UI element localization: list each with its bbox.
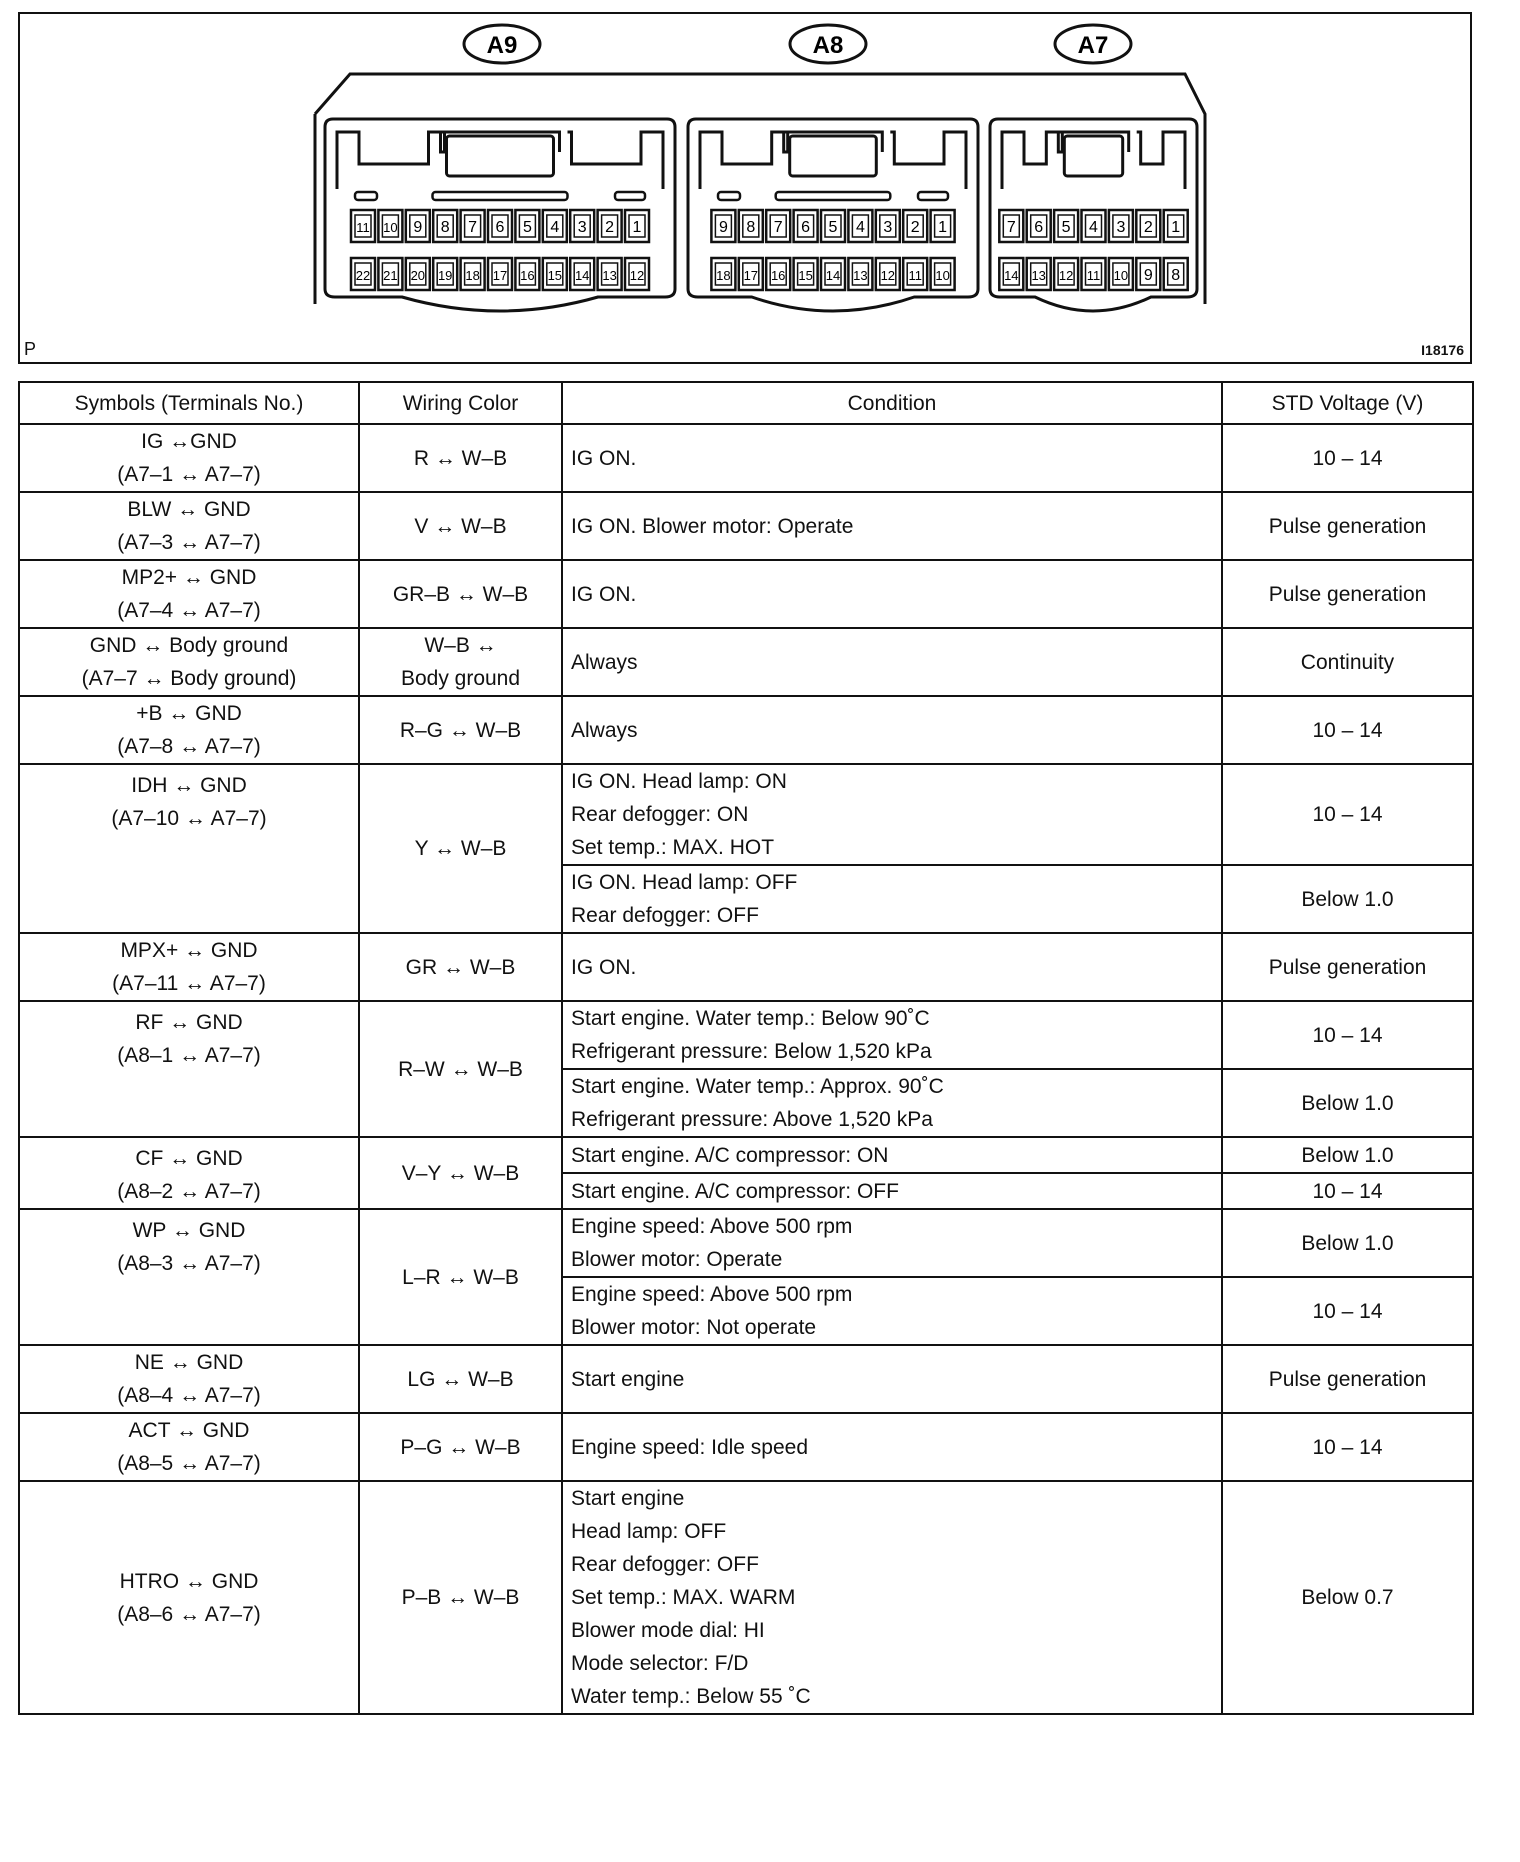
pin-number: 5 <box>828 219 838 236</box>
condition-line: Start engine. Water temp.: Approx. 90˚C <box>571 1075 944 1098</box>
symbol-text: MPX+ ↔ GND <box>120 939 258 962</box>
wiring-color-text: Y ↔ W–B <box>414 837 507 860</box>
connector-key <box>1064 136 1122 176</box>
condition-line: Engine speed: Above 500 rpm <box>571 1283 853 1306</box>
terminal-numbers: (A7–4 ↔ A7–7) <box>117 599 261 622</box>
connector-key <box>790 136 877 176</box>
symbol-text: MP2+ ↔ GND <box>121 566 257 589</box>
header-wiring-color: Wiring Color <box>359 382 562 424</box>
condition-line: Refrigerant pressure: Above 1,520 kPa <box>571 1108 933 1131</box>
condition-cell <box>562 1481 1222 1714</box>
condition-line: IG ON. Head lamp: OFF <box>571 871 798 894</box>
connector-slot <box>355 192 377 200</box>
symbol-cell <box>19 1481 359 1714</box>
condition-cell <box>562 1137 1222 1173</box>
pin-number: 8 <box>746 219 756 236</box>
pin-number: 13 <box>1031 268 1046 283</box>
terminal-numbers: (A7–11 ↔ A7–7) <box>112 972 266 995</box>
condition-line: Set temp.: MAX. HOT <box>571 836 775 859</box>
symbol-cell <box>19 764 359 933</box>
table-row <box>19 1137 1473 1173</box>
condition-line: IG ON. <box>571 582 637 606</box>
pin-number: 13 <box>602 268 617 283</box>
pin-number: 14 <box>574 268 590 283</box>
condition-line: Rear defogger: OFF <box>571 1553 759 1576</box>
symbol-cell <box>19 628 359 696</box>
symbol-text: +B ↔ GND <box>136 702 242 725</box>
symbol-cell <box>19 1137 359 1209</box>
figure-id: I18176 <box>1421 342 1464 358</box>
pin-number: 1 <box>632 219 642 236</box>
wiring-color-cell <box>359 1413 562 1481</box>
std-voltage-cell: 10 – 14 <box>1222 424 1473 492</box>
connector-slot <box>776 192 891 200</box>
condition-line: Start engine. A/C compressor: OFF <box>571 1179 899 1203</box>
symbol-cell <box>19 1345 359 1413</box>
pin-number: 17 <box>492 268 508 283</box>
pin-number: 15 <box>798 268 813 283</box>
symbol-text: HTRO ↔ GND <box>119 1569 259 1593</box>
wiring-color-cell <box>359 628 562 696</box>
terminal-numbers: (A7–10 ↔ A7–7) <box>111 807 267 830</box>
symbol-text: BLW ↔ GND <box>127 498 251 521</box>
connector-latch <box>337 132 663 189</box>
pin-number: 9 <box>1143 267 1153 284</box>
condition-cell <box>562 696 1222 764</box>
pin-number: 22 <box>355 268 371 283</box>
wiring-color-cell <box>359 696 562 764</box>
table-row <box>19 560 1473 628</box>
symbol-cell <box>19 492 359 560</box>
condition-cell <box>562 628 1222 696</box>
pin-number: 9 <box>718 219 728 236</box>
std-voltage-cell: Below 1.0 <box>1222 1209 1473 1277</box>
connector-key <box>447 136 554 176</box>
header-std-voltage: STD Voltage (V) <box>1222 382 1473 424</box>
pin-number: 12 <box>629 268 645 283</box>
pin-number: 12 <box>1058 268 1074 283</box>
condition-line: Refrigerant pressure: Below 1,520 kPa <box>571 1040 932 1063</box>
std-voltage-cell: 10 – 14 <box>1222 1277 1473 1345</box>
condition-cell <box>562 1001 1222 1069</box>
symbol-cell <box>19 424 359 492</box>
std-voltage-cell: Below 1.0 <box>1222 865 1473 933</box>
symbol-cell <box>19 1209 359 1345</box>
symbol-text: CF ↔ GND <box>135 1147 243 1170</box>
pin-number: 4 <box>855 219 865 236</box>
condition-cell <box>562 764 1222 865</box>
wiring-color-text: R–W ↔ W–B <box>398 1057 523 1081</box>
std-voltage-cell: 10 – 14 <box>1222 1413 1473 1481</box>
condition-line: Mode selector: F/D <box>571 1652 749 1675</box>
pin-number: 7 <box>468 219 478 236</box>
condition-line: Engine speed: Above 500 rpm <box>571 1215 853 1238</box>
symbol-cell <box>19 933 359 1001</box>
pin-number: 17 <box>743 268 759 283</box>
pin-number: 5 <box>1061 219 1071 236</box>
std-voltage-cell: Below 0.7 <box>1222 1481 1473 1714</box>
table-header-row <box>19 382 1473 424</box>
condition-cell <box>562 424 1222 492</box>
table-row <box>19 424 1473 492</box>
condition-line: Water temp.: Below 55 ˚C <box>571 1685 811 1708</box>
wiring-color-cell <box>359 1001 562 1137</box>
table-row <box>19 492 1473 560</box>
header-symbols: Symbols (Terminals No.) <box>19 382 359 424</box>
pin-number: 15 <box>547 268 563 283</box>
symbol-cell <box>19 1413 359 1481</box>
wiring-color-cell <box>359 764 562 933</box>
condition-cell <box>562 560 1222 628</box>
pin-number: 21 <box>383 268 398 283</box>
header-condition: Condition <box>562 382 1222 424</box>
pin-number: 16 <box>520 268 535 283</box>
table-row <box>19 1001 1473 1069</box>
condition-line: Always <box>571 718 638 742</box>
table-row <box>19 628 1473 696</box>
table-row <box>19 1209 1473 1277</box>
std-voltage-cell: Continuity <box>1222 628 1473 696</box>
symbol-text: WP ↔ GND <box>132 1219 246 1242</box>
table-row <box>19 1413 1473 1481</box>
pin-number: 8 <box>1171 267 1181 284</box>
std-voltage-cell: Pulse generation <box>1222 560 1473 628</box>
condition-cell <box>562 933 1222 1001</box>
wiring-color-cell <box>359 1137 562 1209</box>
condition-line: Start engine <box>571 1487 685 1510</box>
pin-number: 12 <box>880 268 896 283</box>
terminal-numbers: (A7–8 ↔ A7–7) <box>117 735 261 758</box>
condition-line: Set temp.: MAX. WARM <box>571 1586 796 1609</box>
wiring-color-text: L–R ↔ W–B <box>402 1265 519 1289</box>
terminal-numbers: (A8–1 ↔ A7–7) <box>117 1044 261 1067</box>
condition-line: Start engine. A/C compressor: ON <box>571 1143 889 1167</box>
std-voltage-cell: 10 – 14 <box>1222 764 1473 865</box>
pin-number: 19 <box>437 268 453 283</box>
condition-cell <box>562 1345 1222 1413</box>
pin-number: 2 <box>910 219 920 236</box>
pin-number: 3 <box>883 219 893 236</box>
wiring-color-text: GR–B ↔ W–B <box>392 582 529 606</box>
pin-number: 1 <box>1171 219 1181 236</box>
symbol-text: GND ↔ Body ground <box>89 634 289 657</box>
pin-number: 6 <box>801 219 811 236</box>
table-row <box>19 764 1473 865</box>
pin-number: 10 <box>1113 268 1129 283</box>
std-voltage-cell: 10 – 14 <box>1222 696 1473 764</box>
pin-number: 1 <box>938 219 948 236</box>
connector-drawing <box>20 14 1470 362</box>
connector-slot <box>718 192 740 200</box>
pin-number: 10 <box>383 220 398 235</box>
connector-label: A8 <box>812 32 844 59</box>
pin-number: 7 <box>1006 219 1016 236</box>
condition-cell <box>562 1173 1222 1209</box>
table-row <box>19 1345 1473 1413</box>
wiring-color-cell <box>359 560 562 628</box>
std-voltage-cell: Below 1.0 <box>1222 1137 1473 1173</box>
symbol-text: IDH ↔ GND <box>131 774 247 797</box>
condition-line: IG ON. Head lamp: ON <box>571 770 787 793</box>
corner-label: P <box>24 339 37 359</box>
pin-number: 6 <box>495 219 505 236</box>
symbol-cell <box>19 560 359 628</box>
std-voltage-cell: Pulse generation <box>1222 933 1473 1001</box>
wiring-color-cell <box>359 933 562 1001</box>
std-voltage-cell: 10 – 14 <box>1222 1001 1473 1069</box>
connector-slot <box>615 192 645 200</box>
pin-number: 11 <box>908 268 922 283</box>
condition-line: IG ON. <box>571 955 637 979</box>
terminal-numbers: (A8–6 ↔ A7–7) <box>117 1602 261 1626</box>
terminal-numbers: (A8–2 ↔ A7–7) <box>117 1180 261 1203</box>
terminal-numbers: (A8–3 ↔ A7–7) <box>117 1252 261 1275</box>
condition-cell <box>562 492 1222 560</box>
terminal-numbers: (A8–4 ↔ A7–7) <box>117 1384 261 1407</box>
wiring-color-cell <box>359 1345 562 1413</box>
wiring-color-text: R ↔ W–B <box>413 446 508 470</box>
condition-cell <box>562 1277 1222 1345</box>
connector-latch <box>1002 132 1185 189</box>
pin-number: 3 <box>577 219 587 236</box>
std-voltage-cell: 10 – 14 <box>1222 1173 1473 1209</box>
pin-number: 11 <box>1086 268 1101 283</box>
symbol-cell <box>19 1001 359 1137</box>
condition-cell <box>562 1069 1222 1137</box>
table-row <box>19 933 1473 1001</box>
connector-slot <box>433 192 568 200</box>
condition-cell <box>562 1413 1222 1481</box>
symbol-text: ACT ↔ GND <box>128 1419 250 1442</box>
pin-number: 14 <box>1004 268 1019 283</box>
wiring-color-text: LG ↔ W–B <box>407 1367 514 1391</box>
condition-cell <box>562 1209 1222 1277</box>
pin-number: 13 <box>853 268 868 283</box>
connector-label: A9 <box>486 32 518 59</box>
table-row <box>19 1481 1473 1714</box>
wiring-color-text: GR ↔ W–B <box>405 955 516 979</box>
condition-line: Blower mode dial: HI <box>571 1619 765 1642</box>
wiring-color-cell <box>359 1481 562 1714</box>
pin-number: 2 <box>1143 219 1153 236</box>
wiring-color-cell <box>359 424 562 492</box>
pin-number: 4 <box>550 219 560 236</box>
wiring-color-text: Body ground <box>400 667 521 690</box>
condition-line: IG ON. Blower motor: Operate <box>571 514 854 538</box>
terminal-numbers: (A8–5 ↔ A7–7) <box>117 1452 261 1475</box>
symbol-cell <box>19 696 359 764</box>
pin-number: 18 <box>465 268 480 283</box>
wiring-color-text: R–G ↔ W–B <box>399 718 522 742</box>
condition-line: Blower motor: Operate <box>571 1248 783 1271</box>
condition-cell <box>562 865 1222 933</box>
symbol-text: NE ↔ GND <box>134 1351 244 1374</box>
pin-number: 5 <box>522 219 532 236</box>
condition-line: Rear defogger: OFF <box>571 904 759 927</box>
pin-number: 10 <box>935 268 950 283</box>
condition-line: Always <box>571 650 638 674</box>
condition-line: Start engine. Water temp.: Below 90˚C <box>571 1007 930 1030</box>
wiring-color-text: P–B ↔ W–B <box>401 1586 520 1609</box>
condition-line: Blower motor: Not operate <box>571 1316 817 1339</box>
std-voltage-cell: Pulse generation <box>1222 1345 1473 1413</box>
condition-line: Head lamp: OFF <box>571 1520 727 1543</box>
pin-number: 4 <box>1089 219 1098 236</box>
symbol-text: IG ↔GND <box>141 430 237 453</box>
std-voltage-cell: Pulse generation <box>1222 492 1473 560</box>
wiring-color-text: V ↔ W–B <box>414 514 507 538</box>
std-voltage-cell: Below 1.0 <box>1222 1069 1473 1137</box>
table-row <box>19 696 1473 764</box>
terminal-numbers: (A7–7 ↔ Body ground) <box>81 667 297 690</box>
pin-number: 16 <box>770 268 786 283</box>
wiring-color-cell <box>359 1209 562 1345</box>
symbol-text: RF ↔ GND <box>135 1011 243 1034</box>
pin-number: 11 <box>356 220 370 235</box>
connector-slot <box>918 192 948 200</box>
condition-line: Start engine <box>571 1367 685 1391</box>
connector-diagram <box>18 12 1472 364</box>
wiring-color-text: V–Y ↔ W–B <box>401 1161 520 1185</box>
terminal-numbers: (A7–1 ↔ A7–7) <box>117 463 261 486</box>
condition-line: Engine speed: Idle speed <box>571 1435 809 1459</box>
pin-number: 3 <box>1116 219 1126 236</box>
pin-number: 20 <box>410 268 426 283</box>
pin-number: 8 <box>440 219 450 236</box>
pin-number: 14 <box>825 268 841 283</box>
pin-number: 18 <box>716 268 731 283</box>
condition-line: Rear defogger: ON <box>571 803 749 826</box>
terminal-voltage-table <box>18 381 1474 1715</box>
wiring-color-text: P–G ↔ W–B <box>400 1435 521 1459</box>
pin-number: 2 <box>605 219 615 236</box>
pin-number: 7 <box>773 219 783 236</box>
pin-number: 9 <box>413 219 423 236</box>
condition-line: IG ON. <box>571 446 637 470</box>
wiring-color-text: W–B ↔ <box>424 634 497 657</box>
terminal-numbers: (A7–3 ↔ A7–7) <box>117 531 261 554</box>
pin-number: 6 <box>1034 219 1044 236</box>
connector-latch <box>700 132 966 189</box>
wiring-color-cell <box>359 492 562 560</box>
connector-label: A7 <box>1077 32 1109 59</box>
